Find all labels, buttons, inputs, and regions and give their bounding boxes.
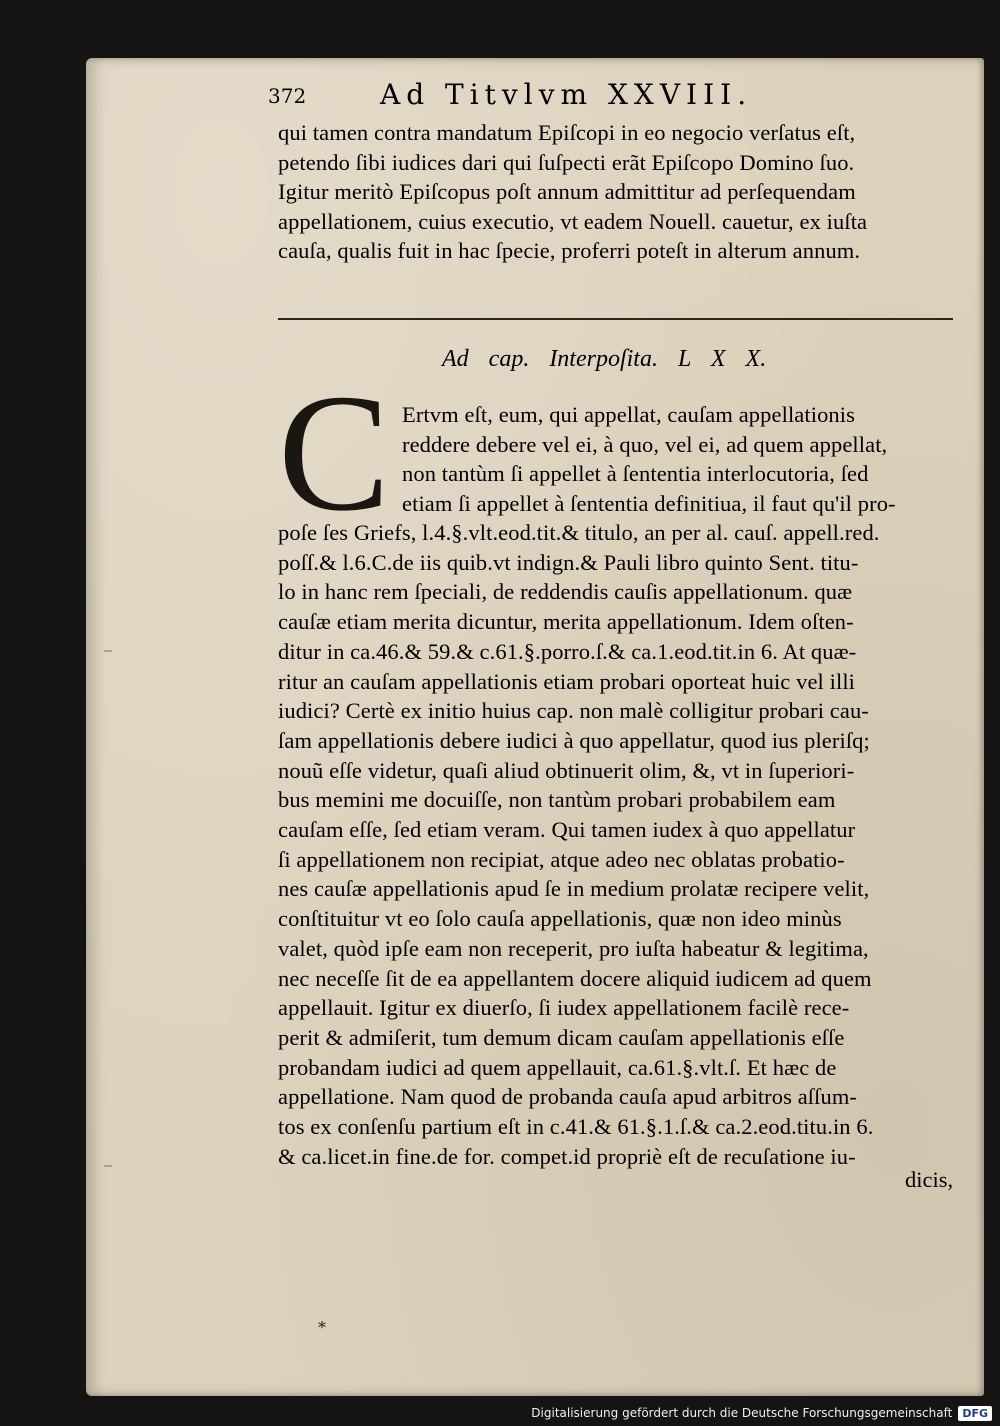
text-line: tos ex conſenſu partium eſt in c.41.& 61.§.1.ſ.& ca.2.eod.titu.in 6. bbox=[278, 1114, 874, 1139]
text-line: lo in hanc rem ſpeciali, de reddendis cauſis appellationum. quæ bbox=[278, 579, 853, 605]
text-line: appellationem, cuius executio, vt eadem Nouell. cauetur, ex iuſta bbox=[278, 208, 868, 234]
text-line: ditur in ca.46.& 59.& c.61.§.porro.ſ.& ca.1.eod.tit.in 6. At quæ- bbox=[278, 638, 857, 664]
text-line: conſtituitur vt eo ſolo cauſa appellationis, quæ non ideo minùs bbox=[278, 906, 842, 932]
text-line: poſſ.& l.6.C.de iis quib.vt indign.& Pauli libro quinto Sent. titu- bbox=[278, 549, 859, 575]
text-line: qui tamen contra mandatum Epiſcopi in eo negocio verſatus eſt, bbox=[278, 120, 856, 145]
running-head: Ad Titvlvm XXVIII. bbox=[380, 78, 753, 111]
drop-cap: C bbox=[278, 360, 391, 546]
text-line: cauſa, qualis fuit in hac ſpecie, proferri poteſt in alterum annum. bbox=[278, 238, 861, 263]
text-line: petendo ſibi iudices dari qui ſuſpecti erãt Epiſcopo Domino ſuo. bbox=[278, 149, 855, 175]
text-line: ritur an cauſam appellationis etiam probari oporteat huic vel illi bbox=[278, 668, 856, 694]
text-line: Ertvm eſt, eum, qui appellat, cauſam appellationis bbox=[402, 402, 855, 427]
text-line: non tantùm ſi appellet à ſententia interlocutoria, ſed bbox=[402, 461, 869, 486]
digitization-footer bbox=[531, 1402, 992, 1424]
text-line: cauſæ etiam merita dicuntur, merita appellationum. Idem oſten- bbox=[278, 609, 854, 635]
text-line: perit & admiſerit, tum demum dicam cauſam appellationis eſſe bbox=[278, 1024, 845, 1050]
text-line: nec neceſſe ſit de ea appellantem docere aliquid iudicem ad quem bbox=[278, 965, 872, 991]
section-divider bbox=[278, 318, 953, 320]
text-line: ſi appellationem non recipiat, atque adeo nec oblatas probatio- bbox=[278, 846, 845, 872]
text-line: probandam iudici ad quem appellauit, ca.61.§.vlt.ſ. Et hæc de bbox=[278, 1054, 837, 1080]
text-line: nouũ eſſe videtur, quaſi aliud obtinuerit olim, &, vt in ſuperiori- bbox=[278, 757, 855, 783]
text-line: & ca.licet.in fine.de for. compet.id propriè eſt de recuſatione iu- bbox=[278, 1143, 856, 1169]
text-line: Igitur meritò Epiſcopus poſt annum admittitur ad perſequendam bbox=[278, 179, 856, 204]
page-number: 372 bbox=[268, 84, 307, 108]
text-line: appellatione. Nam quod de probanda cauſa apud arbitros aſſum- bbox=[278, 1084, 858, 1110]
text-line: iudici? Certè ex initio huius cap. non malè colligitur probari cau- bbox=[278, 698, 869, 724]
margin-mark bbox=[104, 1165, 112, 1167]
margin-mark bbox=[104, 650, 112, 652]
page-header bbox=[268, 78, 843, 118]
text-line: reddere debere vel ei, à quo, vel ei, ad quem appellat, bbox=[402, 431, 888, 457]
text-line: ſam appellationis debere iudici à quo appellatur, quod ius pleriſq; bbox=[278, 727, 870, 753]
text-line: cauſam eſſe, ſed etiam veram. Qui tamen iudex à quo appellatur bbox=[278, 817, 856, 842]
footer-text: Digitalisierung gefördert durch die Deutsche Forschungsgemeinschaft bbox=[531, 1406, 953, 1420]
chapter-title: Ad cap. Interpoſita. L X X. bbox=[442, 346, 767, 372]
text-line: etiam ſi appellet à ſententia definitiua, il faut qu'il pro- bbox=[402, 490, 896, 516]
text-line: bus memini me docuiſſe, non tantùm probari probabilem eam bbox=[278, 787, 836, 813]
text-line: appellauit. Igitur ex diuerſo, ſi iudex appellationem facilè rece- bbox=[278, 995, 850, 1021]
last-line: dicis, bbox=[905, 1167, 954, 1192]
text-line: nes cauſæ appellationis apud ſe in medium prolatæ recipere velit, bbox=[278, 876, 870, 902]
text-line: poſe ſes Griefs, l.4.§.vlt.eod.tit.& titulo, an per al. cauſ. appell.red. bbox=[278, 520, 880, 545]
ornament-mark: * bbox=[318, 1318, 326, 1337]
text-line: valet, quòd ipſe eam non receperit, pro iuſta habeatur & legitima, bbox=[278, 935, 869, 961]
dfg-logo-icon: DFG bbox=[958, 1406, 992, 1421]
